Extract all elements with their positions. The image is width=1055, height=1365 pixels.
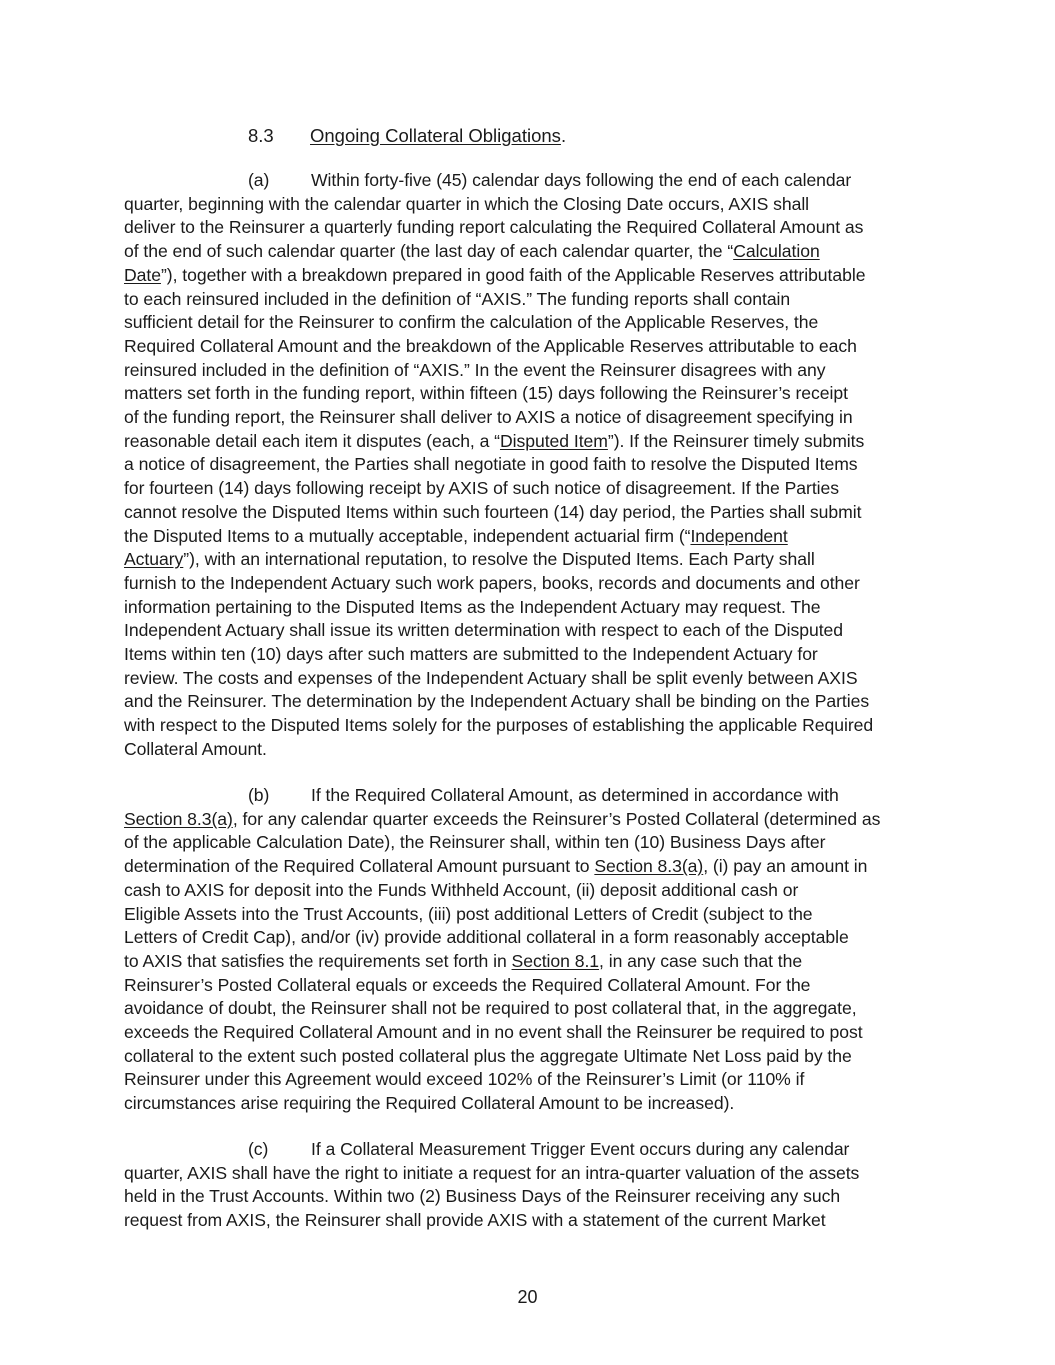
text-line (124, 525, 932, 549)
defined-term: Section 8.1 (511, 950, 600, 971)
text-line (124, 1092, 932, 1116)
defined-term: Disputed Item (499, 430, 608, 451)
line-text: a notice of disagreement, the Parties shall negotiate in good faith to resolve the Disputed Items (124, 454, 858, 475)
line-text: of the funding report, the Reinsurer shall deliver to AXIS a notice of disagreement specifying in (124, 407, 853, 428)
line-text: matters set forth in the funding report, within fifteen (15) days following the Reinsurer’s receipt (124, 383, 848, 404)
text-line (124, 950, 932, 974)
text-line (124, 335, 932, 359)
line-text: If a Collateral Measurement Trigger Event occurs during any calendar (311, 1139, 850, 1159)
line-text: sufficient detail for the Reinsurer to confirm the calculation of the Applicable Reserves, the (124, 312, 819, 333)
text-line (124, 169, 932, 193)
paragraph-a (124, 169, 932, 762)
line-text: Required Collateral Amount and the breakdown of the Applicable Reserves attributable to each (124, 335, 857, 356)
line-text: to each reinsured included in the definition of “AXIS.” The funding reports shall contain (124, 288, 791, 309)
paragraph-label: (a) (248, 170, 270, 190)
text-line (124, 738, 932, 762)
defined-term: Actuary (124, 549, 184, 570)
defined-term: Section 8.3(a) (124, 808, 233, 829)
paragraph-label: (b) (248, 785, 270, 805)
line-text: quarter, beginning with the calendar quarter in which the Closing Date occurs, AXIS shall (124, 193, 810, 214)
line-text: cannot resolve the Disputed Items within such fourteen (14) day period, the Parties shall submit (124, 501, 862, 522)
text-line (124, 1021, 932, 1045)
line-text: reasonable detail each item it disputes (each, a “ (124, 430, 500, 451)
line-text: Collateral Amount. (124, 738, 267, 759)
line-text: avoidance of doubt, the Reinsurer shall not be required to post collateral that, in the aggregate, (124, 998, 857, 1019)
text-line (124, 548, 932, 572)
line-text: Reinsurer under this Agreement would exceed 102% of the Reinsurer’s Limit (or 110% if (124, 1069, 805, 1090)
line-text: collateral to the extent such posted collateral plus the aggregate Ultimate Net Loss paid by the (124, 1045, 852, 1066)
text-line (124, 193, 932, 217)
line-text: Reinsurer’s Posted Collateral equals or exceeds the Required Collateral Amount. For the (124, 974, 811, 995)
line-text: deliver to the Reinsurer a quarterly funding report calculating the Required Collateral Amount as (124, 217, 864, 238)
text-line (124, 1185, 932, 1209)
line-text: Within forty-five (45) calendar days following the end of each calendar (311, 170, 852, 190)
text-line (124, 997, 932, 1021)
line-text: the Disputed Items to a mutually acceptable, independent actuarial firm (“ (124, 525, 691, 546)
paragraph-label: (c) (248, 1139, 269, 1159)
defined-term: Calculation (733, 241, 820, 262)
section-title-period: . (560, 125, 567, 146)
defined-term: Date (124, 264, 161, 285)
paragraph-b (124, 784, 932, 1116)
line-text: and the Reinsurer. The determination by the Independent Actuary shall be binding on the Parties (124, 691, 870, 712)
line-text: , (i) pay an amount in (703, 856, 868, 877)
defined-term: Independent (690, 525, 788, 546)
text-line (124, 453, 932, 477)
text-line (124, 1138, 932, 1162)
text-line (124, 477, 932, 501)
text-line (124, 831, 932, 855)
line-text: If the Required Collateral Amount, as determined in accordance with (311, 785, 839, 805)
line-text: circumstances arise requiring the Required Collateral Amount to be increased). (124, 1093, 735, 1114)
text-line (124, 406, 932, 430)
text-line (124, 430, 932, 454)
text-line (124, 311, 932, 335)
line-text: , for any calendar quarter exceeds the Reinsurer’s Posted Collateral (determined as (232, 808, 881, 829)
text-line (124, 1209, 932, 1233)
text-line (124, 667, 932, 691)
text-line (124, 903, 932, 927)
paragraph-c (124, 1138, 932, 1233)
text-line (124, 855, 932, 879)
text-line (124, 382, 932, 406)
text-line (124, 879, 932, 903)
text-line (124, 643, 932, 667)
line-text: with respect to the Disputed Items solely for the purposes of establishing the applicable Required (124, 715, 874, 736)
line-text: review. The costs and expenses of the Independent Actuary shall be split evenly between AXIS (124, 667, 858, 688)
line-text: Independent Actuary shall issue its written determination with respect to each of the Disputed (124, 620, 844, 641)
text-line (124, 1162, 932, 1186)
line-text: for fourteen (14) days following receipt by AXIS of such notice of disagreement. If the Parties (124, 478, 840, 499)
page-number: 20 (517, 1287, 538, 1307)
line-text: request from AXIS, the Reinsurer shall provide AXIS with a statement of the current Market (124, 1210, 826, 1231)
line-text: furnish to the Independent Actuary such work papers, books, records and documents and other (124, 572, 860, 593)
text-line (124, 784, 932, 808)
text-line (124, 359, 932, 383)
line-text: , in any case such that the (599, 950, 803, 971)
line-text: information pertaining to the Disputed Items as the Independent Actuary may request. The (124, 596, 821, 617)
text-line (124, 288, 932, 312)
line-text: of the applicable Calculation Date), the Reinsurer shall, within ten (10) Business Days after (124, 832, 826, 853)
line-text: to AXIS that satisfies the requirements set forth in (124, 950, 512, 971)
line-text: exceeds the Required Collateral Amount and in no event shall the Reinsurer be required to post (124, 1022, 863, 1043)
text-line (124, 1068, 932, 1092)
section-title: Ongoing Collateral Obligations (310, 125, 561, 146)
line-text: Eligible Assets into the Trust Accounts, (iii) post additional Letters of Credit (subject to the (124, 903, 813, 924)
line-text: cash to AXIS for deposit into the Funds Withheld Account, (ii) deposit additional cash or (124, 879, 799, 900)
line-text: of the end of such calendar quarter (the last day of each calendar quarter, the “ (124, 241, 734, 262)
line-text: ”), together with a breakdown prepared in good faith of the Applicable Reserves attributable (160, 264, 866, 285)
line-text: held in the Trust Accounts. Within two (2) Business Days of the Reinsurer receiving any such (124, 1186, 841, 1207)
text-line (124, 264, 932, 288)
line-text: Letters of Credit Cap), and/or (iv) provide additional collateral in a form reasonably acceptable (124, 927, 849, 948)
section-heading (248, 124, 566, 148)
line-text: determination of the Required Collateral Amount pursuant to (124, 856, 595, 877)
line-text: reinsured included in the definition of “AXIS.” In the event the Reinsurer disagrees with any (124, 359, 826, 380)
text-line (124, 501, 932, 525)
line-text: ”). If the Reinsurer timely submits (607, 430, 865, 451)
text-line (124, 1045, 932, 1069)
text-line (124, 572, 932, 596)
line-text: quarter, AXIS shall have the right to initiate a request for an intra-quarter valuation of the assets (124, 1162, 860, 1183)
text-line (124, 808, 932, 832)
text-line (124, 714, 932, 738)
line-text: Items within ten (10) days after such matters are submitted to the Independent Actuary for (124, 644, 818, 665)
text-line (124, 926, 932, 950)
line-text: ”), with an international reputation, to resolve the Disputed Items. Each Party shall (183, 549, 815, 570)
text-line (124, 596, 932, 620)
defined-term: Section 8.3(a) (594, 856, 704, 877)
text-line (124, 216, 932, 240)
text-line (124, 240, 932, 264)
text-line (124, 690, 932, 714)
section-number: 8.3 (248, 125, 274, 146)
text-line (124, 619, 932, 643)
text-line (124, 974, 932, 998)
